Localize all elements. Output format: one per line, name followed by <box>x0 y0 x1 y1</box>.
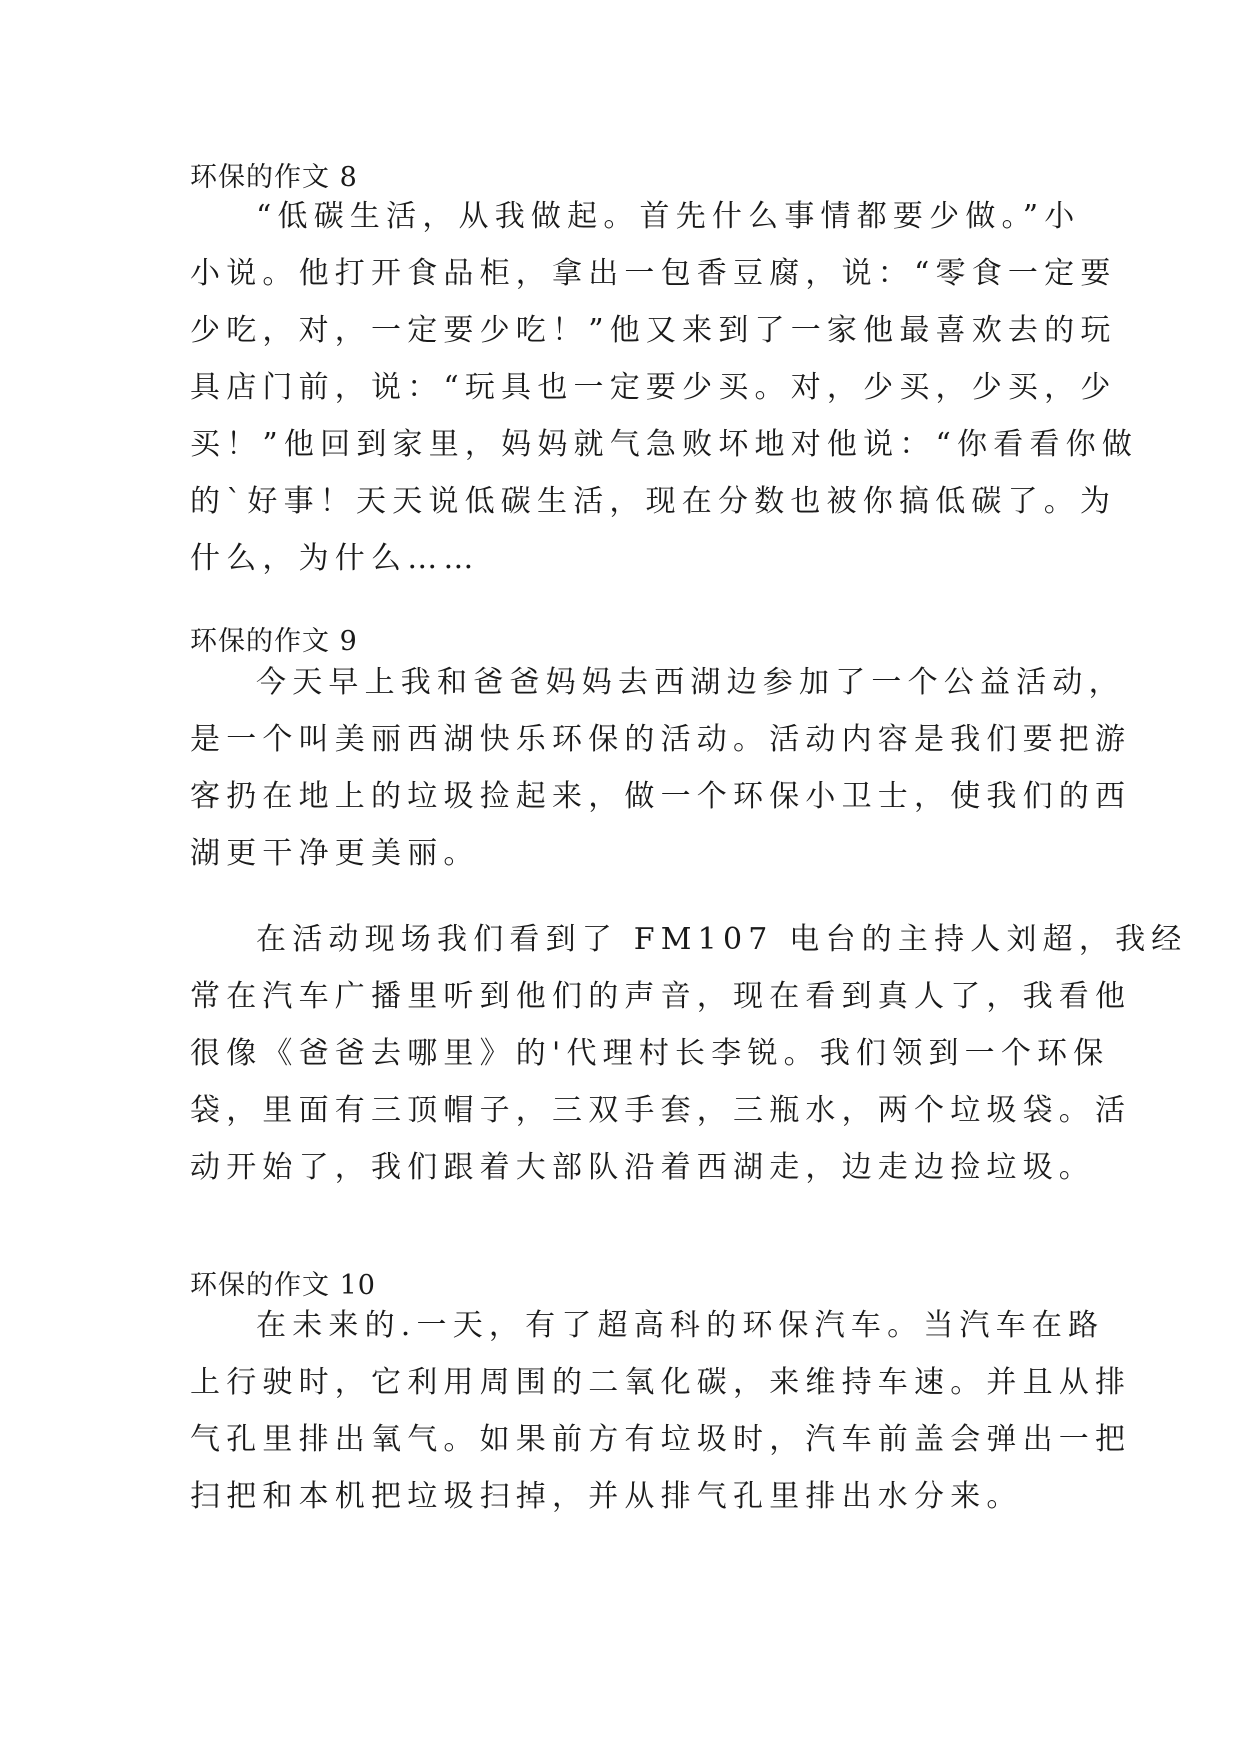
text-line: 小说。他打开食品柜，拿出一包香豆腐，说：“零食一定要 <box>190 256 1117 291</box>
section-heading-10: 环保的作文 10 <box>190 1270 376 1301</box>
text-line: 今天早上我和爸爸妈妈去西湖边参加了一个公益活动， <box>256 665 1125 700</box>
paragraph-10-1 <box>190 1297 1132 1525</box>
text-line: 在未来的.一天，有了超高科的环保汽车。当汽车在路 <box>256 1308 1105 1343</box>
text-line: “低碳生活，从我做起。首先什么事情都要少做。”小 <box>256 199 1081 234</box>
text-line: 气孔里排出氧气。如果前方有垃圾时，汽车前盖会弹出一把 <box>190 1422 1132 1457</box>
text-line: 扫把和本机把垃圾扫掉，并从排气孔里排出水分来。 <box>190 1479 1023 1514</box>
text-line: 客扔在地上的垃圾捡起来，做一个环保小卫士，使我们的西 <box>190 779 1132 814</box>
text-line: 动开始了，我们跟着大部队沿着西湖走，边走边捡垃圾。 <box>190 1150 1095 1185</box>
text-line: 湖更干净更美丽。 <box>190 836 480 871</box>
text-line: 是一个叫美丽西湖快乐环保的活动。活动内容是我们要把游 <box>190 722 1132 757</box>
text-line: 买！”他回到家里，妈妈就气急败坏地对他说：“你看看你做 <box>190 427 1139 462</box>
text-line: 上行驶时，它利用周围的二氧化碳，来维持车速。并且从排 <box>190 1365 1132 1400</box>
section-heading-9: 环保的作文 9 <box>190 626 358 657</box>
text-line: 常在汽车广播里听到他们的声音，现在看到真人了，我看他 <box>190 979 1132 1014</box>
text-line: 袋，里面有三顶帽子，三双手套，三瓶水，两个垃圾袋。活 <box>190 1093 1132 1128</box>
paragraph-9-1 <box>190 654 1132 882</box>
text-line: 很像《爸爸去哪里》的'代理村长李锐。我们领到一个环保 <box>190 1036 1110 1071</box>
section-heading-8: 环保的作文 8 <box>190 162 358 193</box>
paragraph-9-2 <box>190 911 1188 1196</box>
text-line: 具店门前，说：“玩具也一定要少买。对，少买，少买，少 <box>190 370 1117 405</box>
text-line: 在活动现场我们看到了 FM107 电台的主持人刘超，我经 <box>256 922 1188 957</box>
text-line: 少吃，对，一定要少吃！”他又来到了一家他最喜欢去的玩 <box>190 313 1117 348</box>
paragraph-8-1 <box>190 188 1139 587</box>
text-line: 的`好事！天天说低碳生活，现在分数也被你搞低碳了。为 <box>190 484 1117 519</box>
text-line: 什么，为什么…… <box>190 541 480 576</box>
